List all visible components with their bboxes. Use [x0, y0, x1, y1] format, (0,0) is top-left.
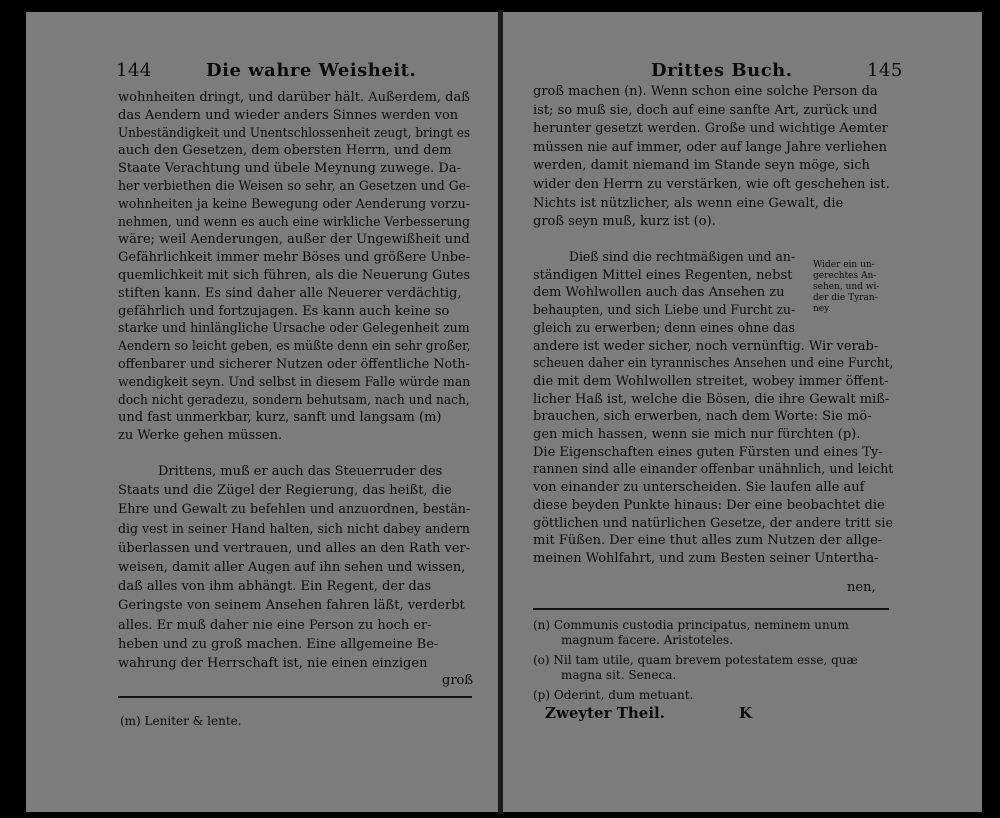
running-head-right: Drittes Buch.: [651, 60, 793, 81]
footnote-rule-left: [118, 696, 472, 698]
footnote-line: magna sit. Seneca.: [561, 668, 677, 682]
catchword-left: groß: [442, 673, 474, 688]
text-line: dig vest in seiner Hand halten, sich nicht dabey andern: [118, 521, 470, 537]
page-number-left: 144: [116, 60, 152, 81]
footnote-rule-right: [533, 608, 889, 610]
text-line: Staate Verachtung und übele Meynung zuwege. Da-: [118, 161, 461, 177]
text-line: Dieß sind die rechtmäßigen und an-: [569, 250, 796, 265]
text-line: und fast unmerkbar, kurz, sanft und langsam (m): [118, 410, 442, 426]
text-line: überlassen und vertrauen, und alles an den Rath ver-: [118, 540, 471, 556]
catchword-right: nen,: [847, 580, 876, 595]
text-line: meinen Wohlfahrt, und zum Besten seiner Untertha-: [533, 550, 879, 566]
margin-note-line: sehen, und wi-: [813, 282, 880, 292]
text-line: zu Werke gehen müssen.: [118, 428, 283, 444]
text-line: Unbeständigkeit und Unentschlossenheit zeugt, bringt es: [118, 125, 471, 141]
text-line: die mit dem Wohlwollen streitet, wobey immer öffent-: [533, 373, 889, 389]
text-line: stiften kann. Es sind daher alle Neuerer verdächtig,: [118, 285, 462, 301]
text-line: Geringste von seinem Ansehen fahren läßt, verderbt: [118, 598, 465, 614]
text-line: gen mich hassen, wenn sie mich nur fürchten (p).: [533, 427, 861, 442]
text-line: behaupten, und sich Liebe und Furcht zu-: [533, 303, 796, 319]
text-line: Nichts ist nützlicher, als wenn eine Gewalt, die: [533, 195, 844, 211]
text-line: her verbiethen die Weisen so sehr, an Gesetzen und Ge-: [118, 179, 471, 194]
footnote-line: (o) Nil tam utile, quam brevem potestatem esse, quæ: [533, 653, 858, 667]
text-line: Die Eigenschaften eines guten Fürsten und eines Ty-: [533, 444, 883, 460]
page-number-right: 145: [867, 60, 903, 81]
text-line: ist; so muß sie, doch auf eine sanfte Art, zurück und: [533, 102, 878, 118]
text-line: heben und zu groß machen. Eine allgemeine Be-: [118, 636, 439, 652]
left-page: [26, 12, 500, 812]
footnote-line: (p) Oderint, dum metuant.: [533, 688, 694, 702]
signature-text: Zweyter Theil.: [545, 704, 665, 722]
text-line: nehmen, und wenn es auch eine wirkliche Verbesserung: [118, 214, 470, 230]
footnote-line: (n) Communis custodia principatus, neminem unum: [533, 618, 849, 632]
text-line: ständigen Mittel eines Regenten, nebst: [533, 267, 793, 283]
text-line: brauchen, sich erwerben, nach dem Worte: Sie mö-: [533, 409, 872, 425]
text-line: offenbarer und sicherer Nutzen oder öffentliche Noth-: [118, 357, 470, 372]
text-line: quemlichkeit mit sich führen, als die Neuerung Gutes: [118, 268, 471, 283]
margin-note-line: ney.: [813, 304, 831, 314]
text-line: scheuen daher ein tyrannisches Ansehen und eine Furcht,: [533, 356, 894, 372]
text-line: alles. Er muß daher nie eine Person zu hoch er-: [118, 617, 432, 633]
text-line: groß machen (n). Wenn schon eine solche Person da: [533, 84, 878, 99]
text-line: dem Wohlwollen auch das Ansehen zu: [533, 285, 785, 301]
text-line: das Aendern und wieder anders Sinnes werden von: [118, 107, 459, 123]
text-line: gefährlich und fortzujagen. Es kann auch keine so: [118, 303, 450, 319]
text-line: von einander zu unterscheiden. Sie laufen alle auf: [533, 480, 865, 496]
margin-note-line: gerechtes An-: [813, 271, 877, 281]
text-line: wahrung der Herrschaft ist, nie einen einzigen: [118, 656, 428, 671]
text-line: herunter gesetzt werden. Große und wichtige Aemter: [533, 121, 888, 137]
text-line: wendigkeit seyn. Und selbst in diesem Falle würde man: [118, 374, 471, 390]
margin-note-line: der die Tyran-: [813, 293, 878, 303]
text-line: wider den Herrn zu verstärken, wie oft geschehen ist.: [533, 177, 890, 192]
text-line: daß alles von ihm abhängt. Ein Regent, der das: [118, 579, 432, 595]
text-line: auch den Gesetzen, dem obersten Herrn, und dem: [118, 143, 452, 159]
text-line: wohnheiten ja keine Bewegung oder Aenderung vorzu-: [118, 196, 470, 212]
text-line: rannen sind alle einander offenbar unähnlich, und leicht: [533, 462, 894, 478]
footnote-line: magnum facere. Aristoteles.: [561, 633, 734, 647]
text-line: wäre; weil Aenderungen, außer der Ungewißheit und: [118, 232, 470, 248]
text-line: diese beyden Punkte hinaus: Der eine beobachtet die: [533, 497, 885, 513]
text-line: Gefährlichkeit immer mehr Böses und größere Unbe-: [118, 250, 471, 266]
text-line: licher Haß ist, welche die Bösen, die ihre Gewalt miß-: [533, 391, 890, 407]
running-head-left: Die wahre Weisheit.: [206, 60, 417, 81]
text-line: Drittens, muß er auch das Steuerruder des: [158, 464, 443, 479]
footnote-m: (m) Leniter & lente.: [120, 714, 242, 728]
text-line: groß seyn muß, kurz ist (o).: [533, 214, 716, 230]
text-line: andere ist weder sicher, noch vernünftig. Wir verab-: [533, 338, 879, 354]
margin-note-line: Wider ein un-: [813, 260, 875, 270]
text-line: Ehre und Gewalt zu befehlen und anzuordnen, bestän-: [118, 502, 471, 518]
signature-mark: K: [739, 704, 753, 722]
text-line: doch nicht geradezu, sondern behutsam, nach und nach,: [118, 392, 470, 408]
text-line: starke und hinlängliche Ursache oder Gelegenheit zum: [118, 321, 470, 337]
text-line: weisen, damit aller Augen auf ihn sehen und wissen,: [118, 560, 466, 575]
text-line: müssen nie auf immer, oder auf lange Jahre verliehen: [533, 139, 887, 155]
text-line: werden, damit niemand im Stande seyn möge, sich: [533, 158, 870, 174]
text-line: gleich zu erwerben; denn eines ohne das: [533, 320, 795, 336]
text-line: wohnheiten dringt, und darüber hält. Außerdem, daß: [118, 90, 470, 105]
text-line: göttlichen und natürlichen Gesetze, der andere tritt sie: [533, 515, 893, 531]
text-line: mit Füßen. Der eine thut alles zum Nutzen der allge-: [533, 533, 883, 549]
text-line: Aendern so leicht geben, es müßte denn ein sehr großer,: [118, 339, 471, 355]
text-line: Staats und die Zügel der Regierung, das heißt, die: [118, 483, 452, 499]
right-page: [503, 12, 982, 812]
